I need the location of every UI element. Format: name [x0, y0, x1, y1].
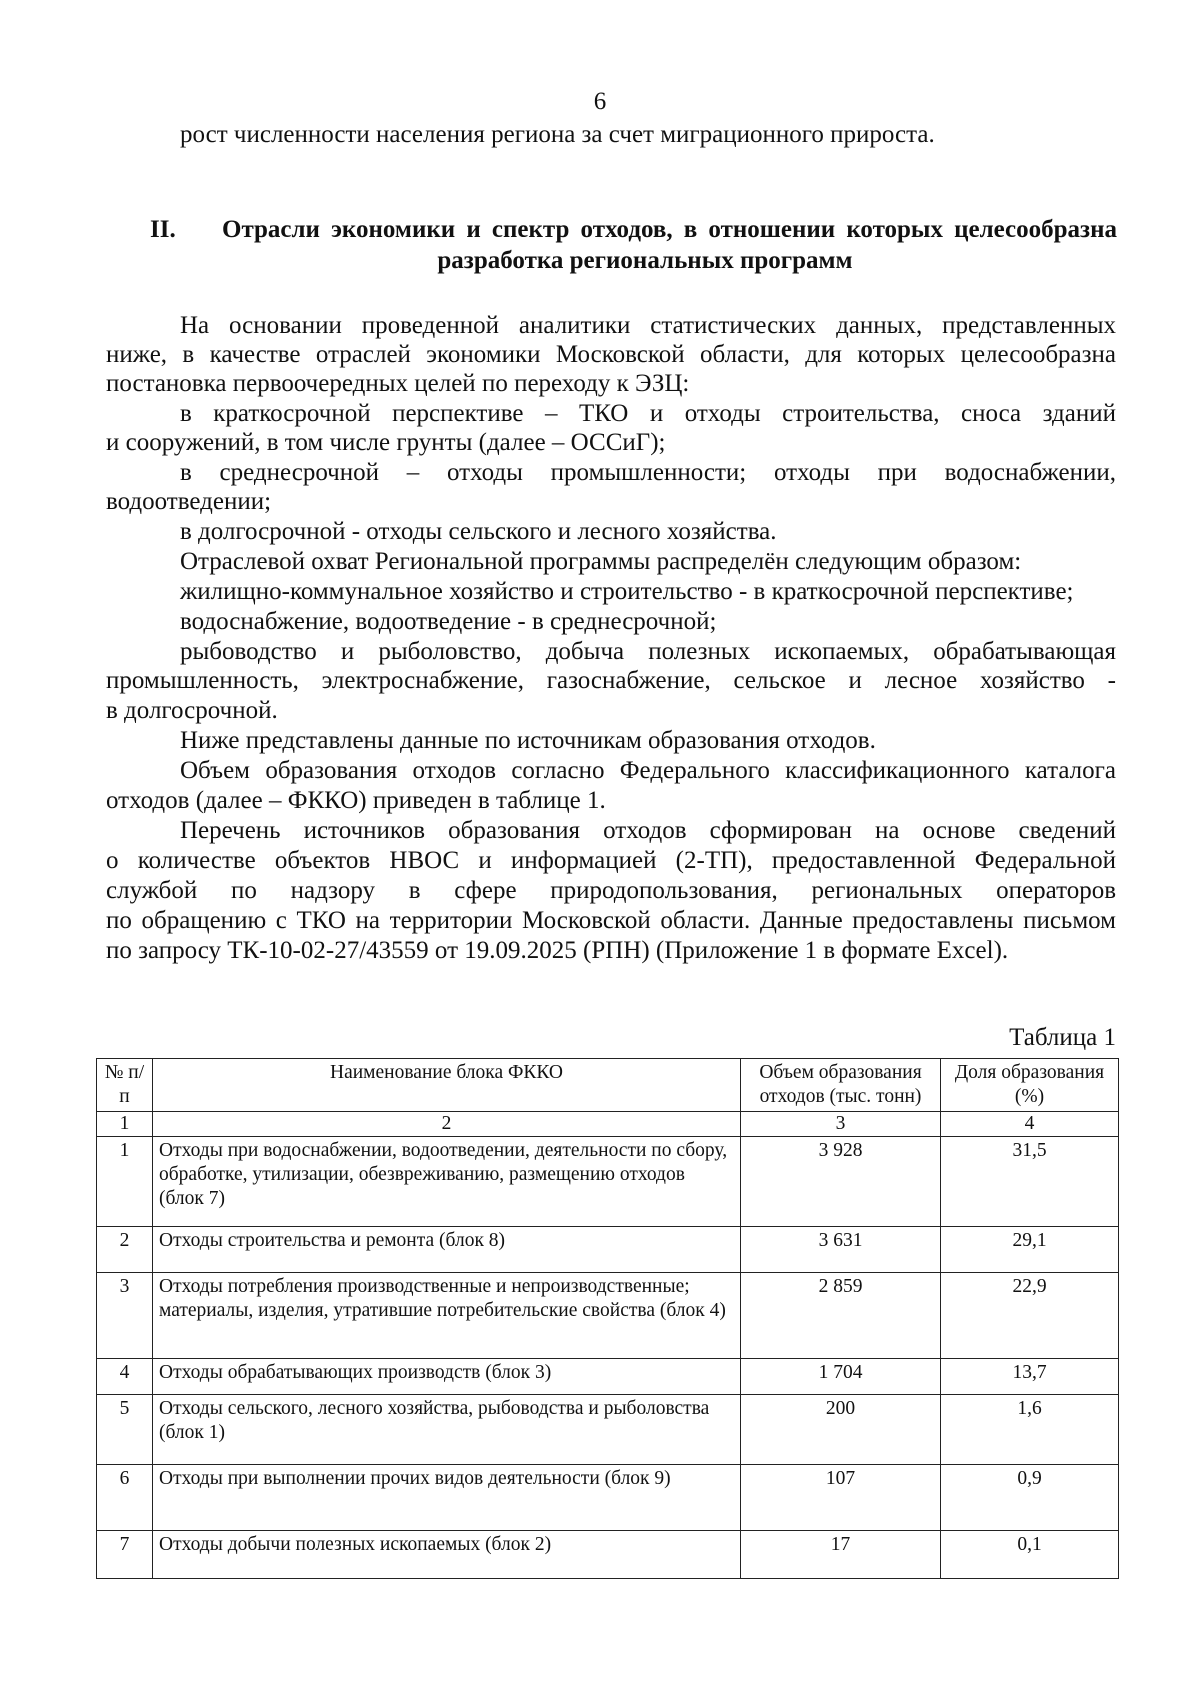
paragraph-line: Отраслевой охват Региональной программы распределён следующим образом: [180, 548, 1022, 575]
paragraph-line: Перечень источников образования отходов сформирован на основе сведений [180, 817, 1116, 844]
row-number: 6 [97, 1465, 153, 1531]
paragraph-line: в долгосрочной - отходы сельского и лесного хозяйства. [180, 518, 777, 545]
table-row [97, 1465, 1119, 1531]
section-title-line-1: Отрасли экономики и спектр отходов, в отношении которых целесообразна [222, 216, 1117, 243]
row-number: 1 [97, 1137, 153, 1227]
page-number: 6 [593, 88, 607, 115]
header-share: Доля образования (%) [941, 1059, 1119, 1112]
paragraph-line: водоснабжение, водоотведение - в среднесрочной; [180, 608, 717, 635]
row-volume: 3 928 [741, 1137, 941, 1227]
header-volume: Объем образования отходов (тыс. тонн) [741, 1059, 941, 1112]
row-volume: 2 859 [741, 1273, 941, 1359]
paragraph-line: в среднесрочной – отходы промышленности; отходы при водоснабжении, [180, 459, 1116, 486]
row-block-name: Отходы при водоснабжении, водоотведении, деятельности по сбору, обработке, утилизации, обезвреживанию, размещению отходов (блок 7) [153, 1137, 741, 1227]
section-number: II. [150, 216, 176, 243]
row-volume: 3 631 [741, 1227, 941, 1273]
column-number: 4 [941, 1112, 1119, 1137]
intro-line: рост численности населения региона за счет миграционного прироста. [180, 121, 935, 148]
table-caption: Таблица 1 [1009, 1024, 1116, 1051]
column-number: 3 [741, 1112, 941, 1137]
row-block-name: Отходы потребления производственные и непроизводственные; материалы, изделия, утратившие потребительские свойства (блок 4) [153, 1273, 741, 1359]
row-block-name: Отходы строительства и ремонта (блок 8) [153, 1227, 741, 1273]
paragraph-line: промышленность, электроснабжение, газоснабжение, сельское и лесное хозяйство - [106, 667, 1116, 694]
paragraph-line: Объем образования отходов согласно Федерального классификационного каталога [180, 757, 1116, 784]
header-number: № п/п [97, 1059, 153, 1112]
table-row [97, 1273, 1119, 1359]
row-volume: 107 [741, 1465, 941, 1531]
row-number: 4 [97, 1359, 153, 1395]
section-title-line-2: разработка региональных программ [437, 247, 853, 274]
paragraph-line: рыбоводство и рыболовство, добыча полезных ископаемых, обрабатывающая [180, 638, 1116, 665]
row-number: 7 [97, 1531, 153, 1579]
paragraph-line: На основании проведенной аналитики статистических данных, представленных [180, 312, 1116, 339]
paragraph-line: в долгосрочной. [106, 697, 278, 724]
paragraph-line: в краткосрочной перспективе – ТКО и отходы строительства, сноса зданий [180, 400, 1116, 427]
paragraph-line: водоотведении; [106, 488, 272, 515]
row-number: 2 [97, 1227, 153, 1273]
paragraph-line: по обращению с ТКО на территории Московской области. Данные предоставлены письмом [106, 907, 1116, 934]
table-column-numbers-row [97, 1112, 1119, 1137]
row-share: 1,6 [941, 1395, 1119, 1465]
table-row [97, 1359, 1119, 1395]
waste-volume-table [96, 1058, 1119, 1579]
header-block-name: Наименование блока ФККО [153, 1059, 741, 1112]
paragraph-line: и сооружений, в том числе грунты (далее – ОССиГ); [106, 429, 666, 456]
row-volume: 17 [741, 1531, 941, 1579]
paragraph-line: о количестве объектов НВОС и информацией (2-ТП), предоставленной Федеральной [106, 847, 1116, 874]
paragraph-line: по запросу ТК-10-02-27/43559 от 19.09.2025 (РПН) (Приложение 1 в формате Excel). [106, 937, 1009, 964]
row-volume: 200 [741, 1395, 941, 1465]
row-share: 31,5 [941, 1137, 1119, 1227]
row-share: 13,7 [941, 1359, 1119, 1395]
row-share: 29,1 [941, 1227, 1119, 1273]
row-number: 3 [97, 1273, 153, 1359]
row-share: 22,9 [941, 1273, 1119, 1359]
table-row [97, 1531, 1119, 1579]
row-number: 5 [97, 1395, 153, 1465]
table-row [97, 1137, 1119, 1227]
row-volume: 1 704 [741, 1359, 941, 1395]
paragraph-line: отходов (далее – ФККО) приведен в таблице 1. [106, 787, 606, 814]
table-header-row [97, 1059, 1119, 1112]
row-block-name: Отходы обрабатывающих производств (блок 3) [153, 1359, 741, 1395]
paragraph-line: ниже, в качестве отраслей экономики Московской области, для которых целесообразна [106, 341, 1116, 368]
paragraph-line: Ниже представлены данные по источникам образования отходов. [180, 727, 876, 754]
row-share: 0,9 [941, 1465, 1119, 1531]
row-block-name: Отходы добычи полезных ископаемых (блок 2) [153, 1531, 741, 1579]
table-row [97, 1227, 1119, 1273]
row-share: 0,1 [941, 1531, 1119, 1579]
row-block-name: Отходы при выполнении прочих видов деятельности (блок 9) [153, 1465, 741, 1531]
paragraph-line: службой по надзору в сфере природопользования, региональных операторов [106, 877, 1116, 904]
row-block-name: Отходы сельского, лесного хозяйства, рыбоводства и рыболовства (блок 1) [153, 1395, 741, 1465]
paragraph-line: жилищно-коммунальное хозяйство и строительство - в краткосрочной перспективе; [180, 578, 1074, 605]
column-number: 1 [97, 1112, 153, 1137]
column-number: 2 [153, 1112, 741, 1137]
table-row [97, 1395, 1119, 1465]
paragraph-line: постановка первоочередных целей по переходу к ЭЗЦ: [106, 370, 690, 397]
